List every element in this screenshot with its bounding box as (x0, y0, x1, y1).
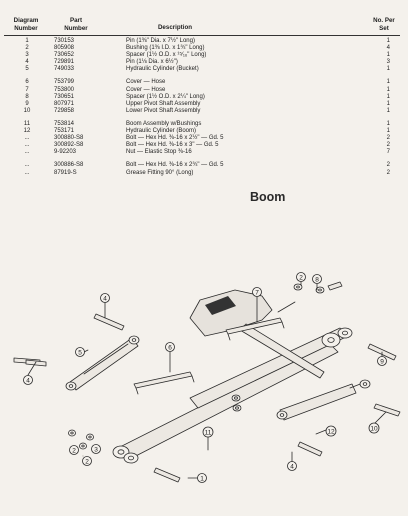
quantity-cell: 1 (386, 120, 390, 127)
part-number-cell: 807971 (54, 100, 75, 107)
part-number-cell: 753799 (54, 79, 75, 86)
part-number-cell: 9-92203 (54, 149, 77, 156)
quantity-cell: 3 (386, 59, 390, 66)
hose-cover-6 (134, 372, 194, 394)
quantity-cell: 1 (386, 128, 390, 135)
svg-text:2: 2 (85, 458, 89, 466)
bucket-cylinder (66, 336, 139, 390)
description-cell: Hydraulic Cylinder (Boom) (126, 128, 197, 135)
quantity-cell: 2 (386, 135, 390, 142)
diagram-number-cell: ... (24, 142, 30, 149)
parts-row (6, 66, 398, 73)
callout-6 (166, 343, 175, 352)
diagram-number-cell: 12 (23, 128, 31, 135)
callout-10 (369, 423, 379, 433)
part-number-cell: 753800 (54, 86, 75, 93)
diagram-number-cell: 4 (25, 59, 29, 66)
callout-11 (203, 427, 213, 437)
diagram-number-cell: 3 (25, 52, 29, 59)
description-cell: Lower Pivot Shaft Assembly (126, 107, 201, 114)
parts-row (6, 142, 398, 149)
quantity-cell: 1 (386, 100, 390, 107)
description-cell: Pin (1⅜" Dia. x 7½" Long) (126, 38, 195, 44)
callout-9 (378, 357, 387, 366)
svg-text:12: 12 (327, 428, 335, 436)
svg-text:8: 8 (315, 276, 319, 284)
parts-row (6, 108, 398, 115)
quantity-cell: 1 (386, 107, 390, 114)
svg-text:4: 4 (103, 295, 107, 303)
quantity-cell: 2 (386, 162, 390, 169)
description-cell: Cover — Hose (126, 79, 166, 86)
callout-7 (253, 288, 262, 297)
callout-2-left (70, 446, 79, 455)
svg-text:7: 7 (255, 289, 259, 297)
parts-row (6, 38, 398, 45)
part-number-cell: 753814 (54, 120, 75, 127)
description-cell: Bushing (1⅜ I.D. x 1¾" Long) (126, 45, 205, 52)
diagram-number-cell: 5 (25, 66, 29, 73)
parts-row (6, 149, 398, 156)
svg-text:6: 6 (168, 344, 172, 352)
section-title: Boom (250, 190, 286, 204)
callout-2-bottom (83, 457, 92, 466)
parts-row (6, 87, 398, 94)
parts-row (6, 79, 398, 86)
parts-row (6, 121, 398, 128)
part-number-cell: 300886-S8 (54, 162, 84, 169)
quantity-cell: 1 (386, 38, 390, 44)
part-number-cell: 749033 (54, 66, 75, 73)
callout-4-right (288, 462, 297, 471)
description-cell: Spacer (1½ O.D. x ¹⁵⁄₁₆" Long) (126, 52, 207, 59)
header-rule (4, 35, 400, 36)
svg-text:2: 2 (72, 447, 76, 455)
description-cell: Hydraulic Cylinder (Bucket) (126, 66, 199, 73)
boom-exploded-diagram (0, 200, 408, 516)
diagram-number-cell: ... (24, 135, 30, 142)
diagram-number-header: Diagram Number (13, 17, 39, 32)
svg-text:4: 4 (26, 377, 30, 385)
part-number-header: Part Number (64, 17, 88, 32)
svg-text:4: 4 (290, 463, 294, 471)
part-number-cell: 87919-S (54, 169, 77, 176)
diagram-number-cell: 7 (25, 86, 29, 93)
quantity-cell: 1 (386, 93, 390, 100)
boom-assembly (113, 290, 352, 463)
diagram-number-cell: 6 (25, 79, 29, 86)
diagram-number-cell: 8 (25, 93, 29, 100)
svg-text:11: 11 (204, 429, 212, 437)
description-cell: Bolt — Hex Hd. ⅜-16 x 3" — Gd. 5 (126, 142, 219, 149)
quantity-cell: 4 (386, 45, 390, 52)
description-cell: Bolt — Hex Hd. ⅜-16 x 2½" — Gd. 5 (126, 135, 224, 142)
diagram-number-cell: 1 (25, 38, 29, 44)
quantity-cell: 1 (386, 66, 390, 73)
diagram-number-cell: ... (24, 169, 30, 176)
quantity-header: No. Per Set (373, 17, 395, 32)
svg-text:1: 1 (200, 475, 204, 483)
part-number-cell: 730652 (54, 52, 75, 59)
callout-4-left-pin (24, 376, 33, 385)
diagram-number-cell: ... (24, 162, 30, 169)
parts-row (6, 94, 398, 101)
part-number-cell: 300880-S8 (54, 135, 84, 142)
diagram-number-cell: ... (24, 149, 30, 156)
part-number-cell: 753171 (54, 128, 75, 135)
description-cell: Grease Fitting 90° (Long) (126, 169, 194, 176)
parts-row (6, 59, 398, 66)
quantity-cell: 2 (386, 142, 390, 149)
description-cell: Bolt — Hex Hd. ⅜-16 x 2¾" — Gd. 5 (126, 162, 224, 169)
quantity-cell: 1 (386, 52, 390, 59)
description-header: Description (157, 24, 193, 31)
description-cell: Spacer (1½ O.D. x 2¼" Long) (126, 93, 205, 100)
svg-text:10: 10 (370, 425, 378, 433)
part-number-cell: 805908 (54, 45, 75, 52)
quantity-cell: 7 (386, 149, 390, 156)
part-number-cell: 730153 (54, 38, 75, 44)
part-number-cell: 729858 (54, 107, 75, 114)
svg-text:3: 3 (94, 446, 98, 454)
svg-text:9: 9 (380, 358, 384, 366)
callout-2-top (297, 273, 306, 282)
diagram-number-cell: 9 (25, 100, 29, 107)
svg-text:2: 2 (299, 274, 303, 282)
part-number-cell: 300892-S8 (54, 142, 84, 149)
callout-12 (326, 426, 336, 436)
description-cell: Pin (1⅛ Dia. x 6½") (126, 59, 178, 66)
description-cell: Nut — Elastic Stop ⅜-16 (126, 149, 192, 156)
diagram-number-cell: 10 (23, 107, 31, 114)
quantity-cell: 1 (386, 86, 390, 93)
quantity-cell: 2 (386, 169, 390, 176)
callout-4-top-pin (101, 294, 110, 303)
parts-row (6, 170, 398, 177)
callout-8 (313, 275, 322, 284)
description-cell: Upper Pivot Shaft Assembly (126, 100, 201, 107)
parts-table (6, 38, 398, 177)
description-cell: Boom Assembly w/Bushings (126, 120, 202, 127)
svg-text:5: 5 (78, 349, 82, 357)
description-cell: Cover — Hose (126, 86, 166, 93)
parts-row (6, 162, 398, 169)
callout-1 (198, 474, 207, 483)
diagram-number-cell: 2 (25, 45, 29, 52)
quantity-cell: 1 (386, 79, 390, 86)
diagram-number-cell: 11 (23, 120, 31, 127)
boom-cylinder (277, 380, 370, 420)
parts-row (6, 101, 398, 108)
callout-5 (76, 348, 85, 357)
callout-3 (92, 445, 101, 454)
part-number-cell: 730651 (54, 93, 75, 100)
parts-row (6, 52, 398, 59)
parts-row (6, 135, 398, 142)
part-number-cell: 729891 (54, 59, 75, 66)
